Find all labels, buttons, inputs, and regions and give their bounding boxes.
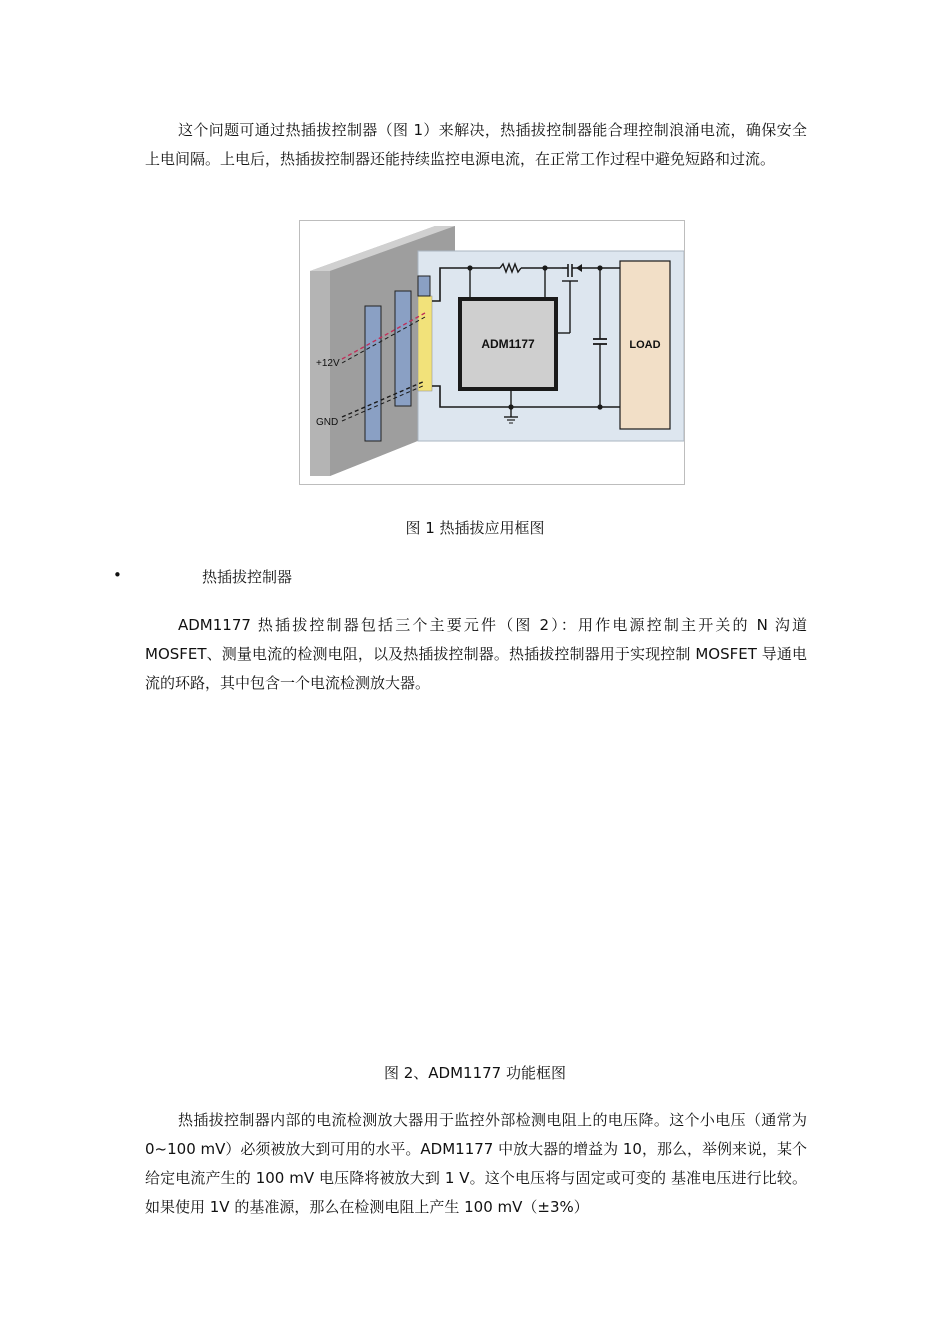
bullet-symbol: • [113,566,122,584]
figure-hot-swap-application [299,220,685,485]
bullet-heading-text: 热插拔控制器 [202,568,293,586]
backplane-connector [365,306,381,441]
figure1-caption: 图 1 热插拔应用框图 [405,519,545,537]
load-label: LOAD [629,339,661,351]
hot-swap-diagram [300,221,684,484]
gnd-label: GND [316,417,339,428]
connector-pins [418,296,432,391]
figure2-caption: 图 2、ADM1177 功能框图 [383,1064,566,1082]
chip-label: ADM1177 [481,337,535,351]
v12-label: +12V [316,358,340,369]
amplifier-paragraph: 热插拔控制器内部的电流检测放大器用于监控外部检测电阻上的电压降。这个小电压（通常为 0~100 mV）必须被放大到可用的水平。ADM1177 中放大器的增益为 10，那么，举例来说，某个给定电流产生的 100 mV 电压降将被放大到 1 V。这个电压将与固定或可变的 基准电压进行比较。如果使用 1V 的基准源，那么在检测电阻上产生 100 mV（±3%） [145,1111,807,1216]
connector-cap [418,276,430,296]
adm1177-paragraph: ADM1177 热插拔控制器包括三个主要元件（图 2）：用作电源控制主开关的 N 沟道 MOSFET、测量电流的检测电阻，以及热插拔控制器。热插拔控制器用于实现控制 MOSFET 导通电流的环路，其中包含一个电流检测放大器。 [145,616,807,692]
intro-paragraph: 这个问题可通过热插拔控制器（图 1）来解决，热插拔控制器能合理控制浪涌电流，确保安全上电间隔。上电后，热插拔控制器还能持续监控电源电流，在正常工作过程中避免短路和过流。 [145,121,807,168]
